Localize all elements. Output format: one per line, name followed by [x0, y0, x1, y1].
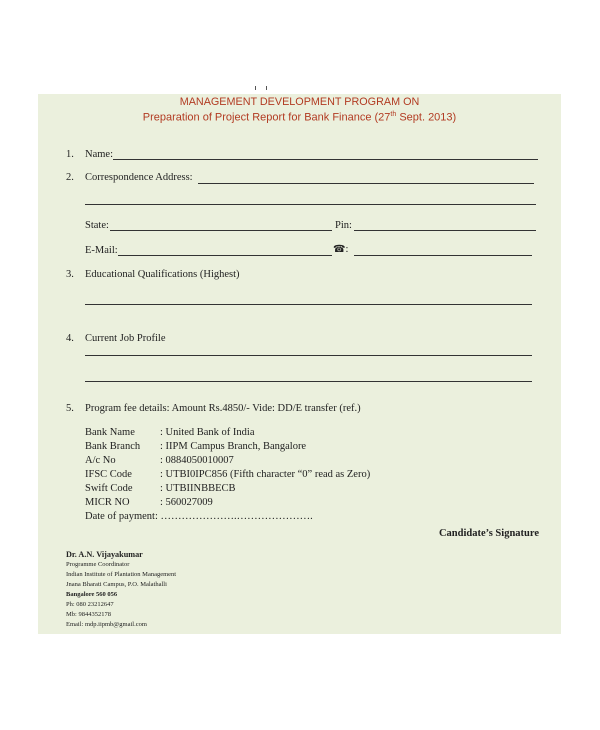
page-mark [255, 86, 267, 90]
form-subtitle: Preparation of Project Report for Bank Finance (27th Sept. 2013) [142, 111, 457, 124]
bank-branch-value: : IIPM Campus Branch, Bangalore [160, 441, 307, 452]
name-input-line[interactable] [113, 159, 538, 160]
micr-value: : 560027009 [160, 497, 213, 508]
education-input-line[interactable] [85, 304, 532, 305]
account-number-value: : 0884050010007 [160, 455, 234, 466]
candidate-signature-label: Candidate’s Signature [438, 528, 539, 539]
registration-form: MANAGEMENT DEVELOPMENT PROGRAM ON Preparation of Project Report for Bank Finance (27th Sept. 2013) 1. Name: 2. Correspondence Address: State: Pin: E-Mail: ☎: 3. Educational Qualifications (Highest) 4. Current Job Profile 5. Program fee details: Amount Rs.4850/- Vide: DD/E transfer (ref.) Bank Name : United Bank of India Bank Branch : IIPM Campus Branch, Bangalore A/c No : 0884050010007 IFSC Code : UTBI0IPC856 (Fifth character “0” read as Zero) Swift Code : UTBIINBBECB MICR NO : 560027009 Date of payment: ………………….…………………. Candidate’s Signature Dr. A.N. Vijayakumar Programme Coordinator Indian Institute of Plantation Management Jnana Bharati Campus, P.O. Malathalli Bangalore 560 056 Ph: 080 23212647 Mb: 9844352178 Email: mdp.iipmb@gmail.com [38, 94, 561, 634]
address-label: Correspondence Address: [85, 172, 193, 183]
swift-label: Swift Code [85, 483, 133, 494]
pin-input-line[interactable] [354, 230, 536, 231]
phone-label: ☎: [333, 244, 349, 255]
form-title: MANAGEMENT DEVELOPMENT PROGRAM ON [179, 96, 420, 108]
job-profile-input-line-2[interactable] [85, 381, 532, 382]
coordinator-name: Dr. A.N. Vijayakumar [66, 550, 143, 559]
telephone-icon: ☎ [333, 244, 346, 255]
job-profile-input-line-1[interactable] [85, 355, 532, 356]
institute-city: Bangalore 560 056 [66, 591, 118, 598]
bank-branch-label: Bank Branch [85, 441, 141, 452]
institute-name: Indian Institute of Plantation Management [66, 571, 177, 578]
bank-name-label: Bank Name [85, 427, 135, 438]
coordinator-phone: Ph: 080 23212647 [66, 601, 114, 608]
phone-input-line[interactable] [354, 255, 532, 256]
email-label: E-Mail: [85, 245, 118, 256]
account-number-label: A/c No [85, 455, 116, 466]
state-label: State: [85, 220, 109, 231]
coordinator-title: Programme Coordinator [66, 561, 130, 568]
micr-label: MICR NO [85, 497, 130, 508]
state-input-line[interactable] [110, 230, 332, 231]
email-input-line[interactable] [118, 255, 332, 256]
job-profile-label: Current Job Profile [85, 333, 166, 344]
coordinator-contact [66, 550, 176, 630]
ifsc-label: IFSC Code [85, 469, 132, 480]
ifsc-value: : UTBI0IPC856 (Fifth character “0” read as Zero) [160, 469, 371, 480]
coordinator-email[interactable]: Email: mdp.iipmb@gmail.com [66, 621, 147, 628]
institute-address: Jnana Bharati Campus, P.O. Malathalli [66, 581, 167, 588]
bank-name-value: : United Bank of India [160, 427, 255, 438]
fee-details: Program fee details: Amount Rs.4850/- Vide: DD/E transfer (ref.) [85, 403, 361, 414]
education-label: Educational Qualifications (Highest) [85, 269, 240, 280]
address-input-line-2[interactable] [85, 204, 536, 205]
payment-date-field[interactable]: Date of payment: ………………….…………………. [85, 511, 313, 522]
name-label: Name: [85, 149, 113, 160]
swift-value: : UTBIINBBECB [160, 483, 236, 494]
address-input-line-1[interactable] [198, 183, 534, 184]
coordinator-mobile: Mb: 9844352178 [66, 611, 111, 618]
pin-label: Pin: [335, 220, 352, 231]
